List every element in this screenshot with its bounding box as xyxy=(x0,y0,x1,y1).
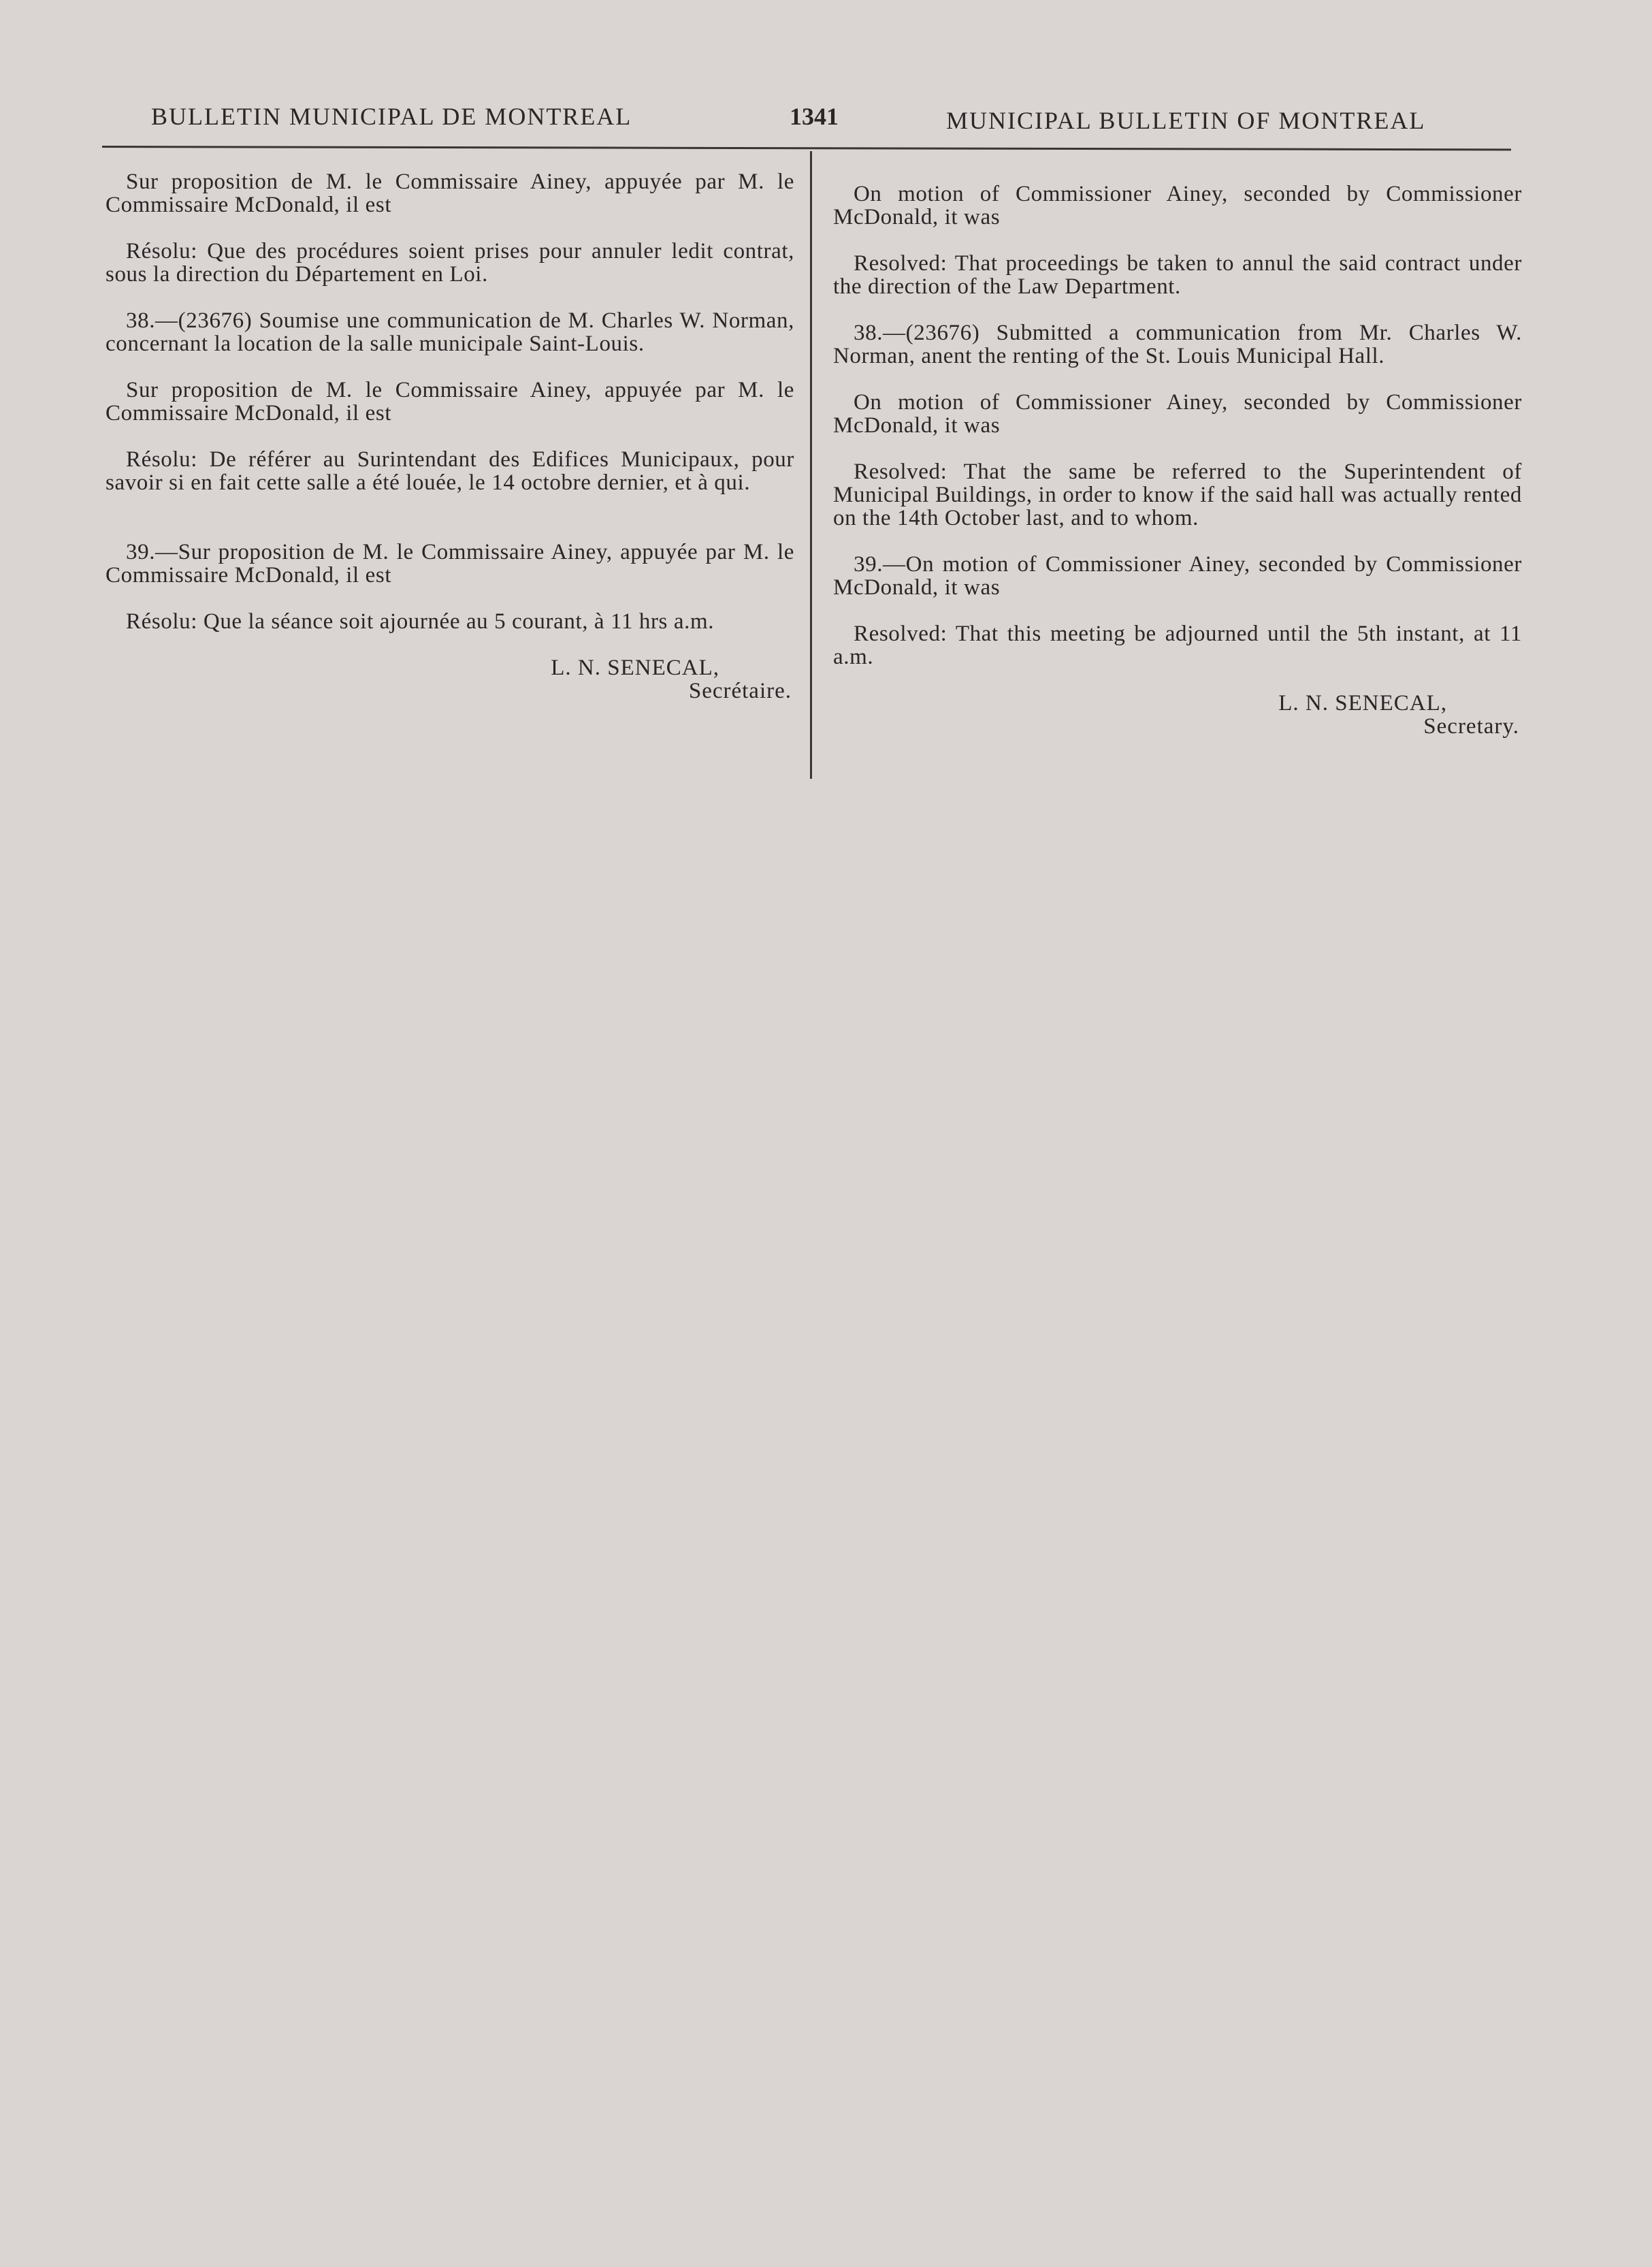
page-number: 1341 xyxy=(790,103,839,130)
header-french-title: BULLETIN MUNICIPAL DE MONTREAL xyxy=(151,103,632,130)
english-paragraph: 39.—On motion of Commissioner Ainey, seconded by Commissioner McDonald, it was xyxy=(833,552,1522,600)
french-paragraph: Résolu: Que la séance soit ajournée au 5 courant, à 11 hrs a.m. xyxy=(126,609,715,634)
french-paragraph: Résolu: Que des procédures soient prises pour annuler ledit contrat, sous la direction du Département en Loi. xyxy=(106,239,794,287)
french-paragraph: 39.—Sur proposition de M. le Commissaire Ainey, appuyée par M. le Commissaire McDonald, il est xyxy=(106,540,794,588)
english-signature xyxy=(833,692,1522,738)
header-rule xyxy=(102,146,1511,150)
english-signature-title: Secretary. xyxy=(1423,714,1519,739)
french-paragraph: Sur proposition de M. le Commissaire Ainey, appuyée par M. le Commissaire McDonald, il est xyxy=(106,170,794,217)
english-paragraph: On motion of Commissioner Ainey, seconded by Commissioner McDonald, it was xyxy=(833,182,1522,229)
french-paragraph: Résolu: De référer au Surintendant des Edifices Municipaux, pour savoir si en fait cette salle a été louée, le 14 octobre dernier, et à qui. xyxy=(106,447,794,495)
french-column xyxy=(106,170,794,703)
english-signature-name: L. N. SENECAL, xyxy=(1278,691,1447,716)
french-signature-title: Secrétaire. xyxy=(688,679,792,703)
header-english-title: MUNICIPAL BULLETIN OF MONTREAL xyxy=(946,107,1426,134)
english-paragraph: Resolved: That proceedings be taken to annul the said contract under the direction of the Law Department. xyxy=(833,251,1522,299)
column-divider xyxy=(810,151,812,779)
french-signature-name: L. N. SENECAL, xyxy=(551,656,719,680)
english-paragraph: 38.—(23676) Submitted a communication from Mr. Charles W. Norman, anent the renting of the St. Louis Municipal Hall. xyxy=(833,321,1522,368)
english-paragraph: Resolved: That this meeting be adjourned until the 5th instant, at 11 a.m. xyxy=(833,622,1522,669)
french-paragraph: Sur proposition de M. le Commissaire Ainey, appuyée par M. le Commissaire McDonald, il est xyxy=(106,378,794,425)
page-header xyxy=(102,102,1518,143)
french-signature xyxy=(106,656,794,703)
english-paragraph: On motion of Commissioner Ainey, seconded by Commissioner McDonald, it was xyxy=(833,390,1522,438)
english-paragraph: Resolved: That the same be referred to the Superintendent of Municipal Buildings, in order to know if the said hall was actually rented on the 14th October last, and to whom. xyxy=(833,460,1522,530)
english-column xyxy=(833,182,1522,738)
french-paragraph: 38.—(23676) Soumise une communication de M. Charles W. Norman, concernant la location de la salle municipale Saint-Louis. xyxy=(106,308,794,356)
